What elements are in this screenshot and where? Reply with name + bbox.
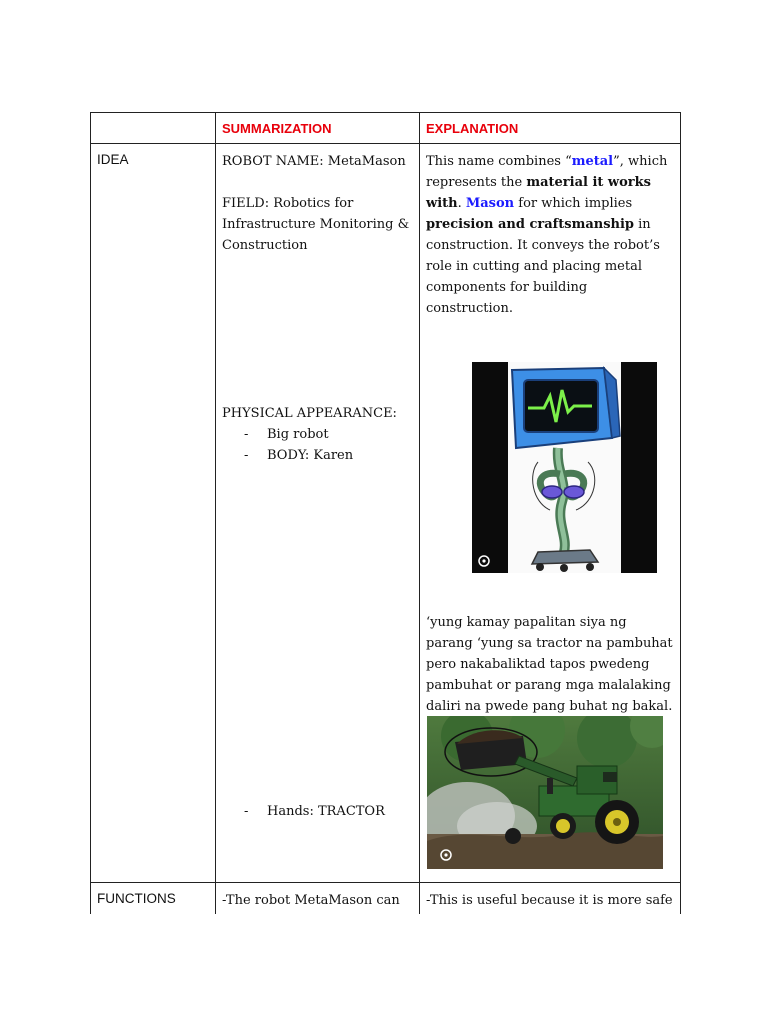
functions-summary-cell bbox=[216, 883, 420, 915]
idea-label: IDEA bbox=[97, 152, 129, 167]
bullet-item: - Big robot bbox=[244, 427, 329, 442]
explanation-paragraph-2: ‘yung kamay papalitan siya ng parang ‘yung sa tractor na pambuhat pero nakabaliktad tapos pwedeng pambuhat or parang mga malalaking daliri na pwede pang buhat ng bakal. bbox=[426, 615, 673, 714]
functions-explanation: -This is useful because it is more safe bbox=[426, 893, 673, 908]
header-explanation-cell bbox=[420, 113, 681, 144]
functions-explanation-cell bbox=[420, 883, 681, 915]
functions-label-cell bbox=[91, 883, 216, 915]
header-summarization: SUMMARIZATION bbox=[222, 121, 332, 136]
functions-summary: -The robot MetaMason can bbox=[222, 893, 400, 908]
idea-label-cell bbox=[91, 144, 216, 883]
explanation-paragraph-1: This name combines “metal”, which represents the material it works with. Mason for which implies precision and craftsmanship in construction. It conveys the robot’s role in cutting and placing metal components for building construction. bbox=[426, 154, 668, 316]
bold-precision: precision and craftsmanship bbox=[426, 217, 634, 232]
idea-summary-cell bbox=[216, 144, 420, 883]
header-blank-cell bbox=[91, 113, 216, 144]
bullet-item: - Hands: TRACTOR bbox=[244, 804, 385, 819]
header-summarization-cell bbox=[216, 113, 420, 144]
mason-highlight: Mason bbox=[465, 196, 515, 211]
bullet-text: Big robot bbox=[267, 427, 329, 442]
tractor-photo bbox=[427, 716, 663, 869]
bullet-text-hands: Hands: TRACTOR bbox=[267, 804, 385, 819]
bullet-item: - BODY: Karen bbox=[244, 448, 354, 463]
functions-row bbox=[91, 883, 681, 915]
header-row bbox=[91, 113, 681, 144]
robot-name: ROBOT NAME: MetaMason bbox=[222, 154, 406, 169]
bold-material: material it works with bbox=[426, 175, 651, 211]
metal-highlight: metal bbox=[571, 154, 614, 169]
robot-field: FIELD: Robotics for Infrastructure Monitoring & Construction bbox=[222, 196, 410, 253]
header-explanation: EXPLANATION bbox=[426, 121, 519, 136]
bullet-text: BODY: Karen bbox=[267, 448, 354, 463]
robot-illustration bbox=[472, 362, 657, 573]
appearance-title: PHYSICAL APPEARANCE: bbox=[222, 406, 397, 421]
functions-label: FUNCTIONS bbox=[97, 891, 176, 906]
